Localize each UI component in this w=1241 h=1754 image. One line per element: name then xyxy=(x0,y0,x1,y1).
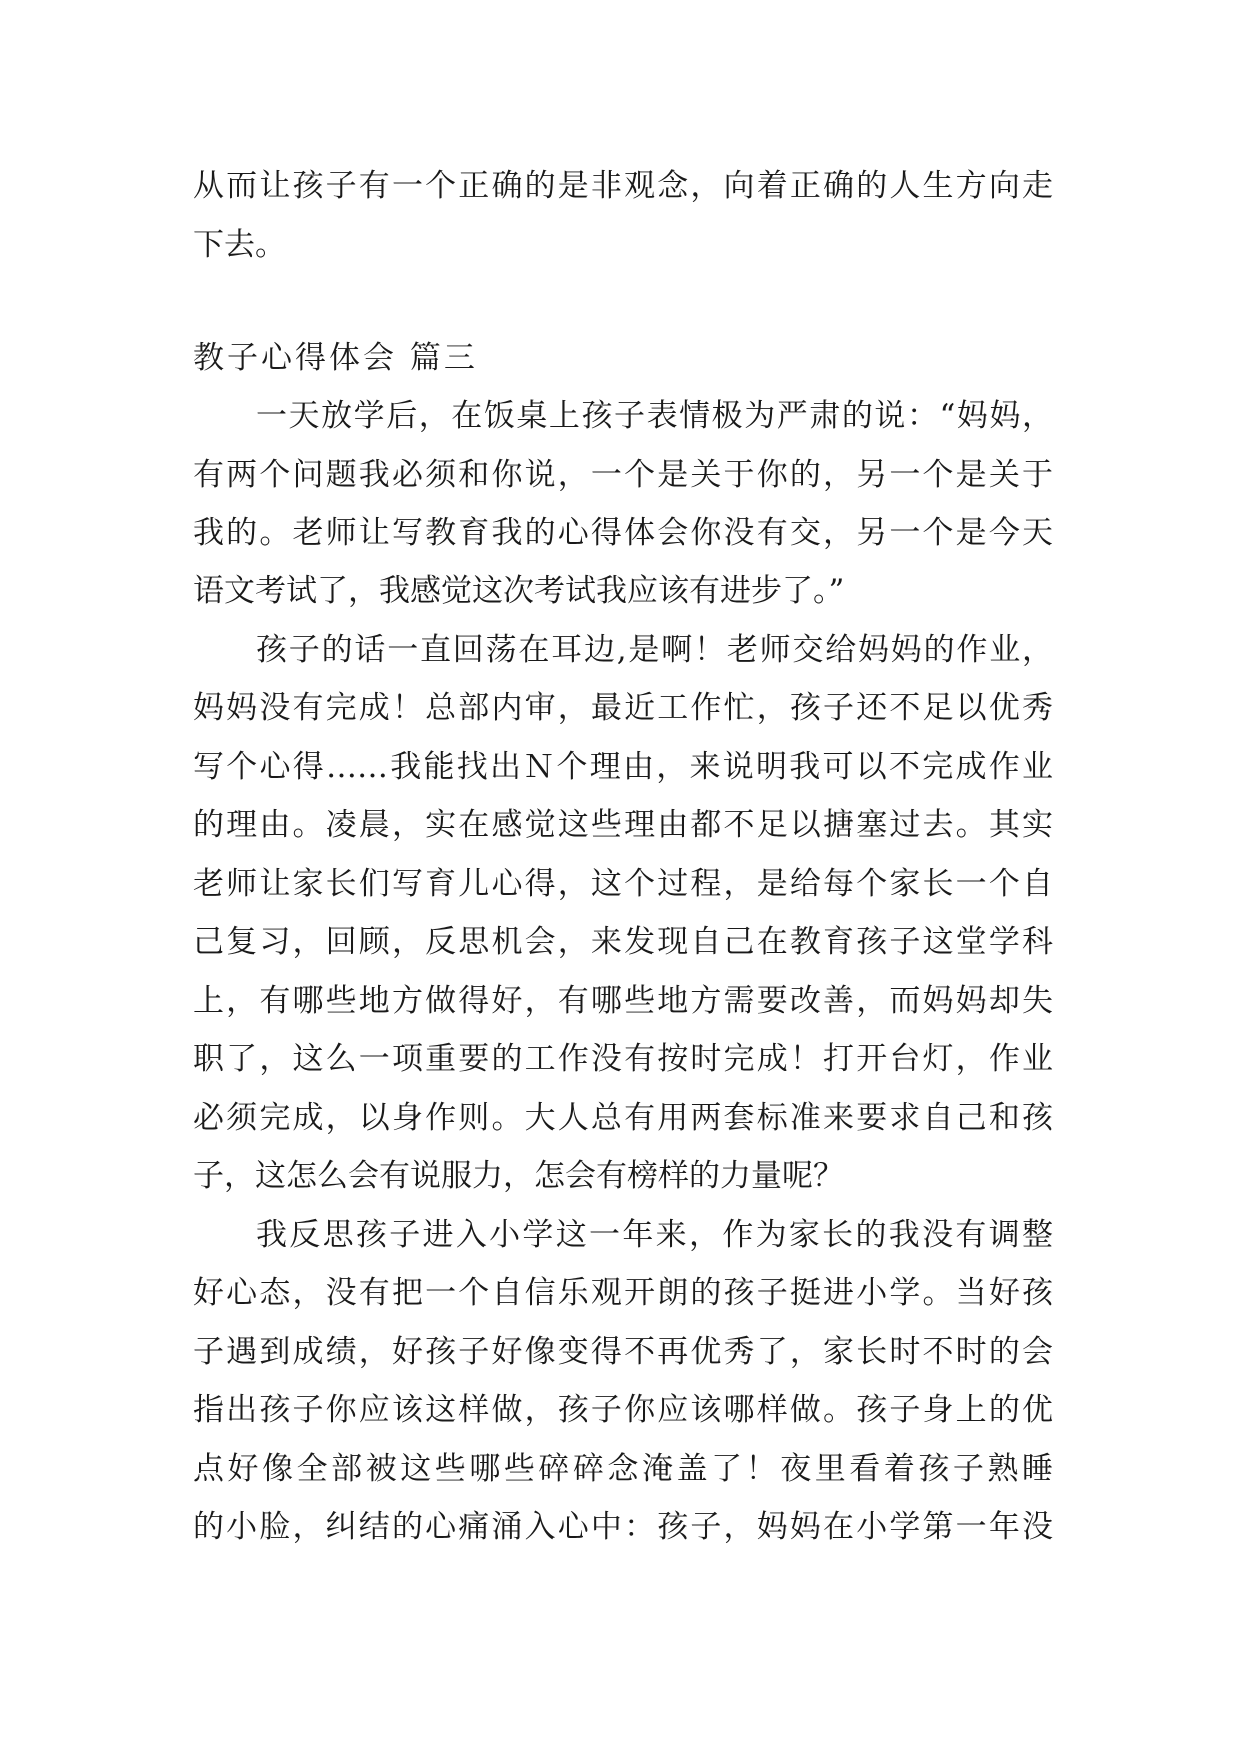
paragraph-2-line-4: 的理由。凌晨，实在感觉这些理由都不足以搪塞过去。其实 xyxy=(193,807,1053,843)
paragraph-2-line-1: 孩子的话一直回荡在耳边,是啊！老师交给妈妈的作业， xyxy=(256,632,1053,668)
paragraph-1-line-3: 我的。老师让写教育我的心得体会你没有交，另一个是今天 xyxy=(193,515,1053,551)
paragraph-2-line-10: 子，这怎么会有说服力，怎会有榜样的力量呢？ xyxy=(193,1158,844,1194)
paragraph-2-line-3: 写个心得……我能找出Ｎ个理由，来说明我可以不完成作业 xyxy=(193,749,1053,785)
paragraph-3-line-4: 指出孩子你应该这样做，孩子你应该哪样做。孩子身上的优 xyxy=(193,1392,1053,1428)
paragraph-2-line-9: 必须完成，以身作则。大人总有用两套标准来要求自己和孩 xyxy=(193,1100,1053,1136)
section-title: 教子心得体会 篇三 xyxy=(193,340,478,376)
paragraph-2-line-7: 上，有哪些地方做得好，有哪些地方需要改善，而妈妈却失 xyxy=(193,983,1053,1019)
paragraph-3-line-5: 点好像全部被这些哪些碎碎念淹盖了！夜里看着孩子熟睡 xyxy=(193,1451,1053,1487)
paragraph-2-line-2: 妈妈没有完成！总部内审，最近工作忙，孩子还不足以优秀 xyxy=(193,690,1053,726)
intro-line-1: 从而让孩子有一个正确的是非观念，向着正确的人生方向走 xyxy=(193,168,1053,204)
paragraph-1-line-4: 语文考试了，我感觉这次考试我应该有进步了。” xyxy=(193,573,845,609)
paragraph-2-line-5: 老师让家长们写育儿心得，这个过程，是给每个家长一个自 xyxy=(193,866,1053,902)
paragraph-1-line-1: 一天放学后，在饭桌上孩子表情极为严肃的说：“妈妈， xyxy=(256,398,1053,434)
paragraph-3-line-3: 子遇到成绩，好孩子好像变得不再优秀了，家长时不时的会 xyxy=(193,1334,1053,1370)
paragraph-2-line-6: 己复习，回顾，反思机会，来发现自己在教育孩子这堂学科 xyxy=(193,924,1053,960)
paragraph-2-line-8: 职了，这么一项重要的工作没有按时完成！打开台灯，作业 xyxy=(193,1041,1053,1077)
paragraph-3-line-6: 的小脸，纠结的心痛涌入心中：孩子，妈妈在小学第一年没 xyxy=(193,1509,1053,1545)
paragraph-3-line-1: 我反思孩子进入小学这一年来，作为家长的我没有调整 xyxy=(256,1217,1053,1253)
paragraph-1-line-2: 有两个问题我必须和你说，一个是关于你的，另一个是关于 xyxy=(193,457,1053,493)
paragraph-3-line-2: 好心态，没有把一个自信乐观开朗的孩子挺进小学。当好孩 xyxy=(193,1275,1053,1311)
intro-line-2: 下去。 xyxy=(193,227,286,263)
